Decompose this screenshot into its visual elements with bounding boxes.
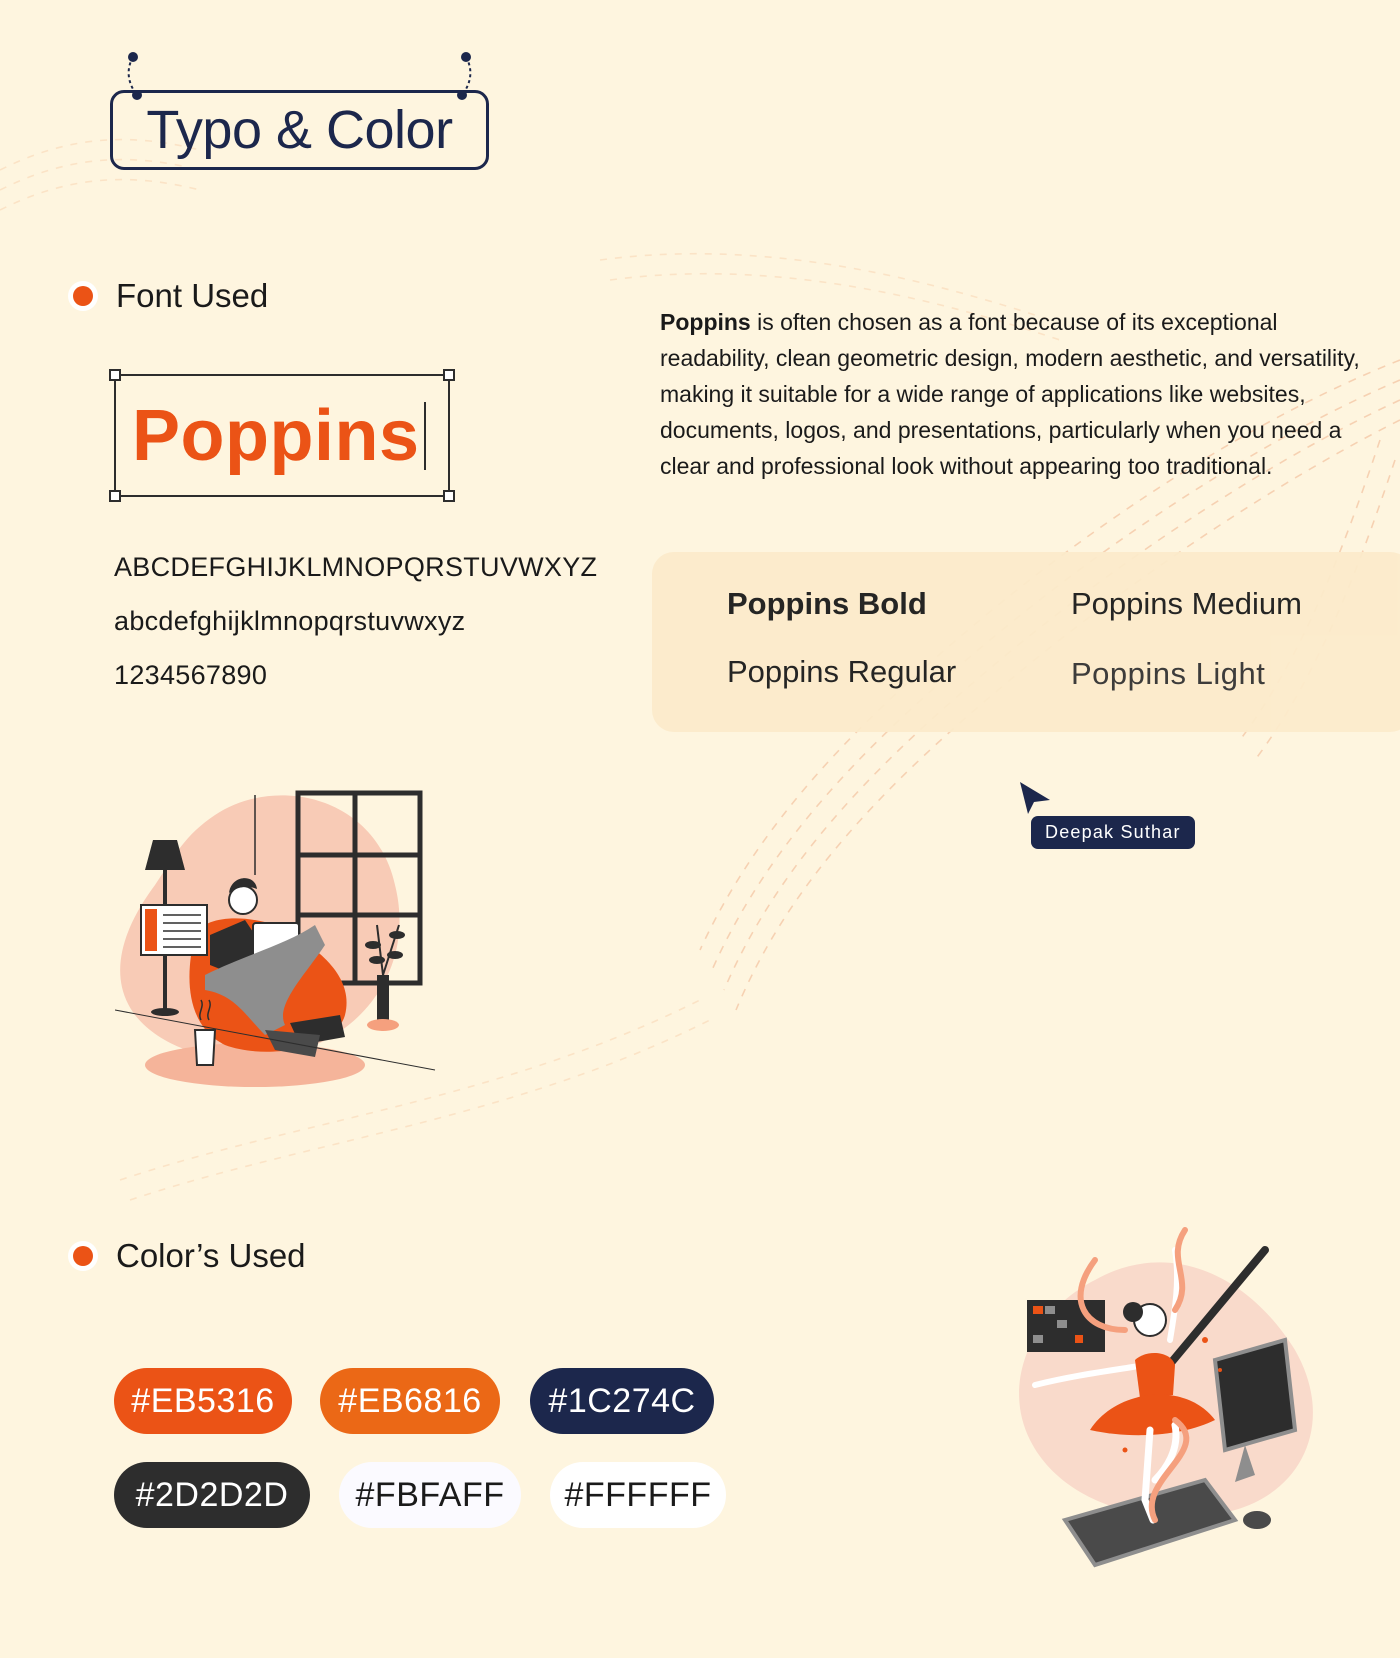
- bezier-handle-icon: [440, 51, 480, 101]
- color-chip-label: #1C274C: [548, 1381, 696, 1420]
- bullet-dot-icon: [68, 281, 98, 311]
- color-chip-1c274c: [530, 1368, 714, 1434]
- font-sample-word: Poppins: [132, 395, 420, 476]
- font-section-heading: [68, 277, 268, 315]
- color-chip-2d2d2d: [114, 1462, 310, 1528]
- color-chip-label: #EB5316: [131, 1381, 275, 1420]
- font-sample-box: [114, 374, 450, 497]
- font-weights-panel: [652, 552, 1400, 732]
- weight-regular: Poppins Regular: [727, 654, 957, 689]
- ballerina-designer-illustration: [1005, 1220, 1335, 1570]
- page-title: Typo & Color: [146, 100, 453, 160]
- color-section-heading: [68, 1237, 306, 1275]
- resize-handle: [109, 369, 121, 381]
- cursor-arrow-icon: [1018, 780, 1052, 816]
- bezier-handle-icon: [119, 51, 159, 101]
- resize-handle: [109, 490, 121, 502]
- lowercase-alphabet: abcdefghijklmnopqrstuvwxyz: [114, 606, 466, 636]
- page-title-box: [110, 90, 489, 170]
- color-chip-eb6816: [320, 1368, 500, 1434]
- resize-handle: [443, 369, 455, 381]
- resize-handle: [443, 490, 455, 502]
- weight-medium: Poppins Medium: [1071, 586, 1302, 621]
- color-chip-label: #2D2D2D: [135, 1475, 289, 1514]
- text-caret: [424, 402, 426, 470]
- color-section-title: Color’s Used: [116, 1237, 306, 1274]
- uppercase-alphabet: ABCDEFGHIJKLMNOPQRSTUVWXYZ: [114, 552, 598, 582]
- font-description-body: is often chosen as a font because of its exceptional readability, clean geometric design, modern aesthetic, and versatility, making it suitable for a wide range of applications like websites, documents, logos, and presentations, particularly when you need a clear and professional look without appearing too traditional.: [660, 309, 1360, 479]
- cursor-name-tag: Deepak Suthar: [1031, 816, 1195, 849]
- weight-bold: Poppins Bold: [727, 586, 927, 621]
- color-chip-label: #EB6816: [338, 1381, 482, 1420]
- color-chip-label: #FBFAFF: [355, 1475, 505, 1514]
- color-chip-ffffff: [550, 1462, 726, 1528]
- font-section-title: Font Used: [116, 277, 269, 314]
- font-description-lead: Poppins: [660, 309, 751, 335]
- reading-man-illustration: [115, 775, 445, 1105]
- color-chip-label: #FFFFFF: [564, 1475, 712, 1514]
- color-chip-fbfaff: [339, 1462, 521, 1528]
- font-description: [660, 304, 1360, 484]
- weight-light: Poppins Light: [1071, 656, 1266, 691]
- digits-row: 1234567890: [114, 660, 268, 690]
- color-chip-eb5316: [114, 1368, 292, 1434]
- bullet-dot-icon: [68, 1241, 98, 1271]
